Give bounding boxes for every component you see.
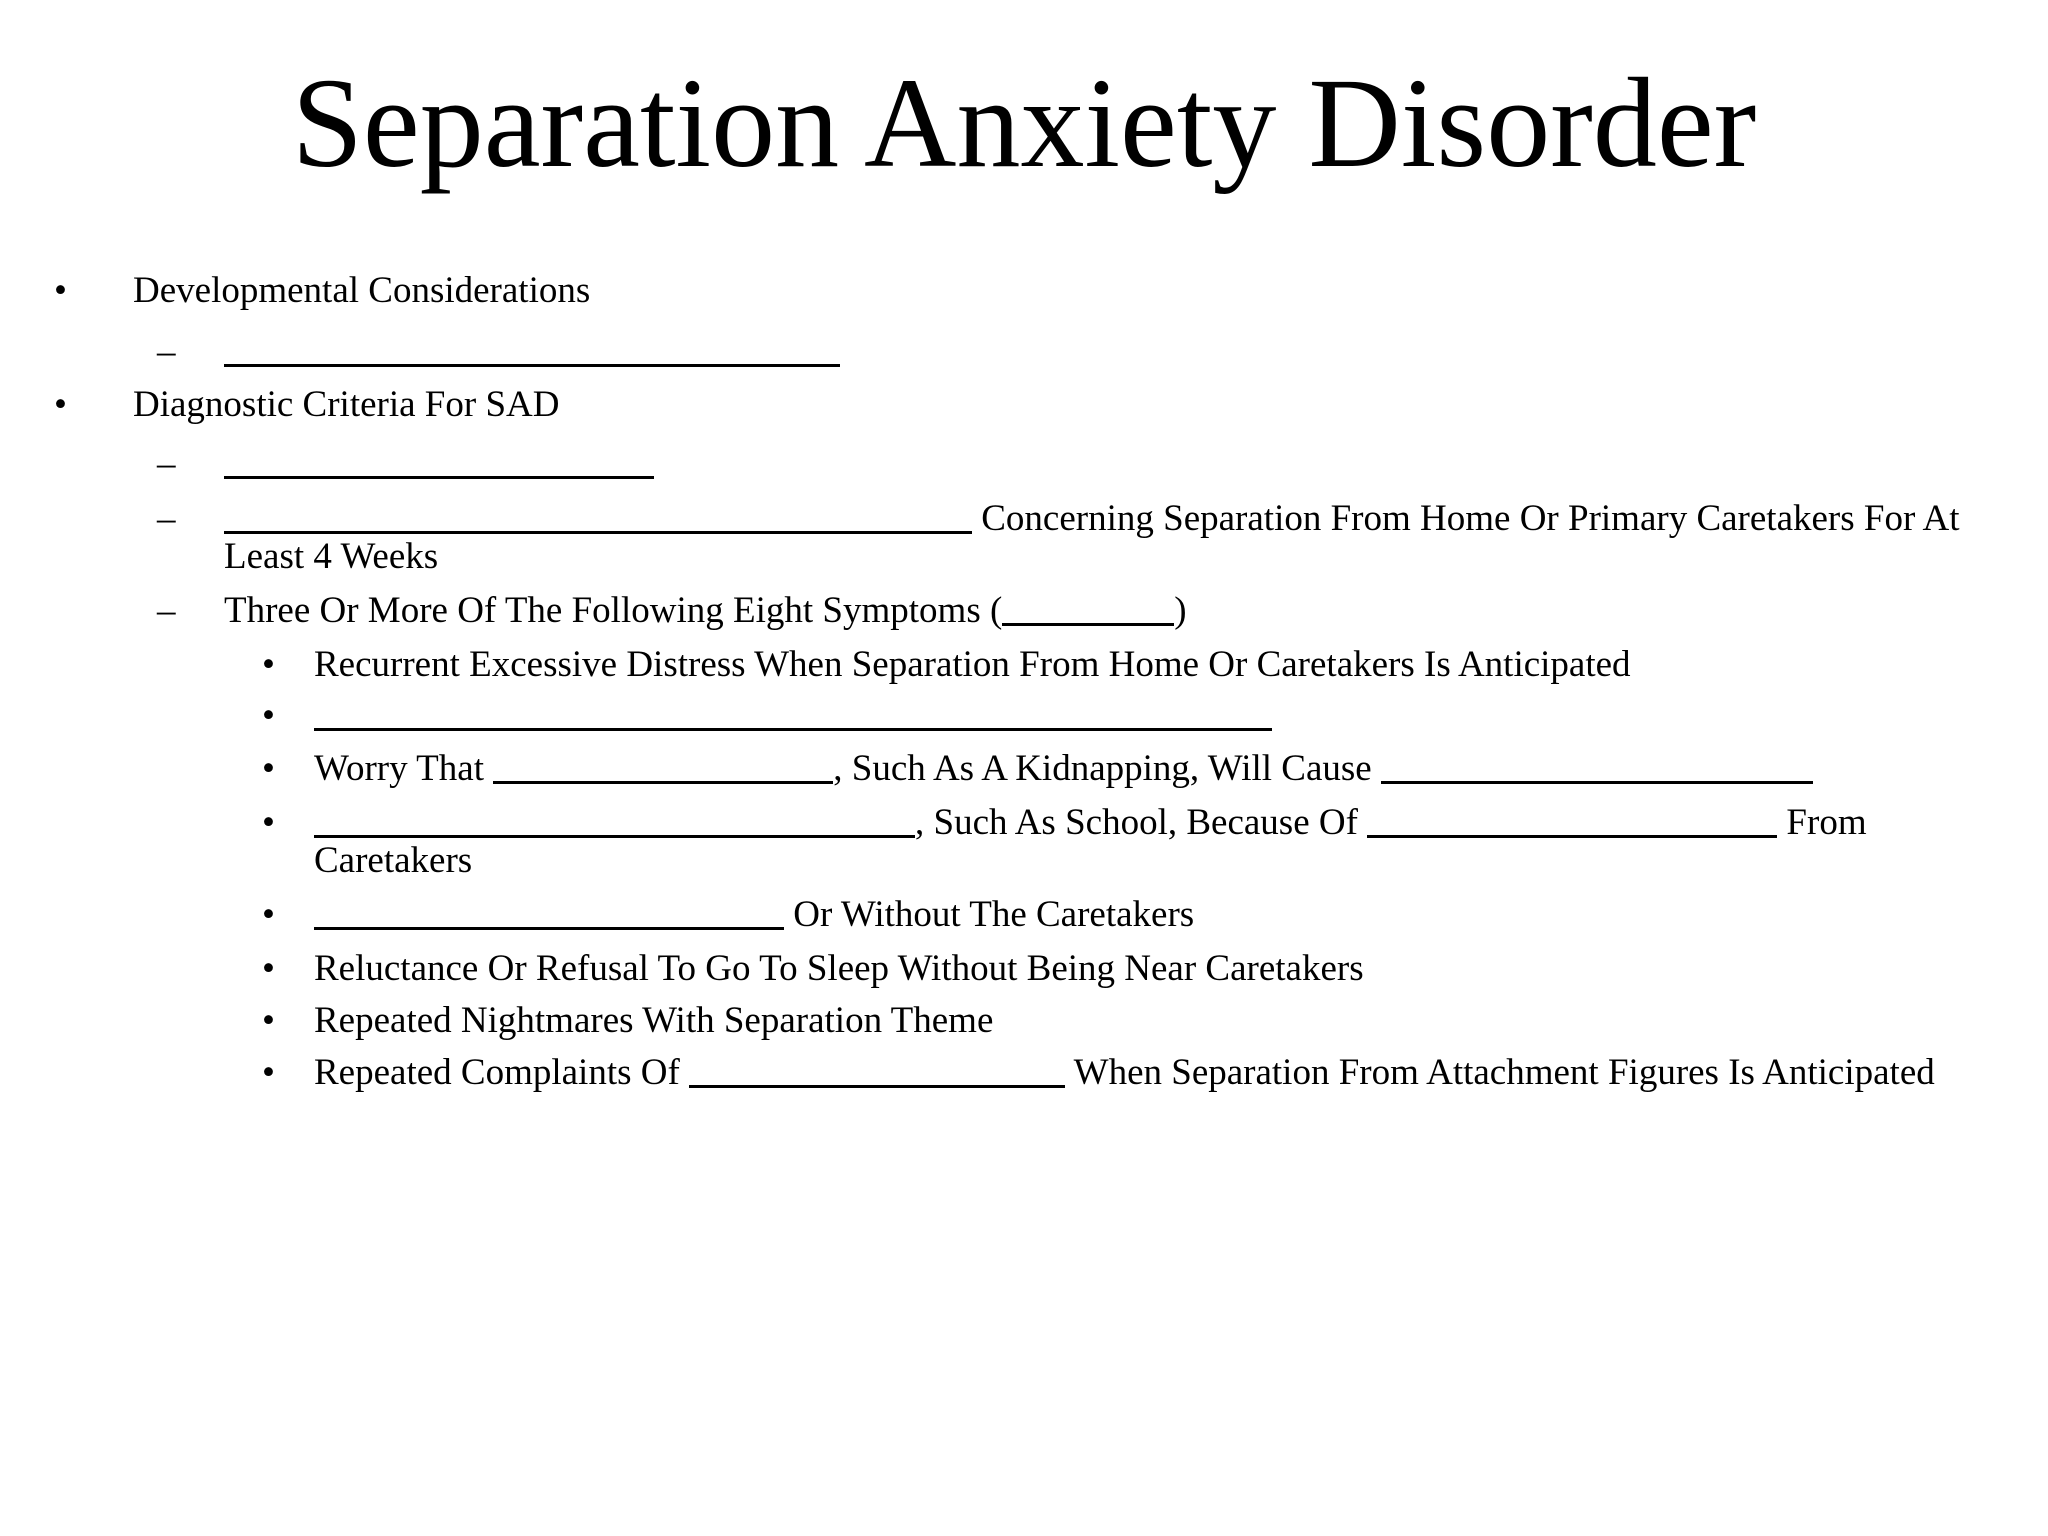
symptom-3 — [314, 750, 1813, 788]
symptom-2 — [314, 697, 1272, 735]
diagnostic-blank-item — [224, 445, 654, 483]
fill-in-blank — [1381, 751, 1813, 784]
bullet-icon: • — [262, 644, 275, 685]
three-or-more-text: Three Or More Of The Following Eight Symptoms ( — [224, 590, 1003, 631]
bullet-icon: • — [54, 270, 67, 311]
fill-in-blank — [493, 751, 833, 784]
symptom-5 — [314, 896, 1194, 934]
fill-in-blank — [224, 501, 972, 534]
bullet-icon: • — [54, 384, 67, 425]
bullet-icon: • — [262, 894, 275, 935]
symptom-8-text-b: When Separation From Attachment Figures Is Anticipated — [1065, 1052, 1935, 1093]
concerning-separation-item — [224, 500, 1960, 538]
bullet-icon: • — [262, 1000, 275, 1041]
symptom-6: Reluctance Or Refusal To Go To Sleep Without Being Near Caretakers — [314, 948, 1364, 989]
concerning-separation-text: Concerning Separation From Home Or Primary Caretakers For At — [972, 498, 1960, 539]
symptom-4-text-a: , Such As School, Because Of — [915, 802, 1368, 843]
diagnostic-criteria: Diagnostic Criteria For SAD — [133, 384, 560, 425]
bullet-icon: • — [262, 748, 275, 789]
three-or-more-item — [224, 592, 1187, 630]
fill-in-blank — [1367, 805, 1777, 838]
bullet-icon: • — [262, 695, 275, 736]
fill-in-blank — [224, 334, 840, 367]
fill-in-blank — [314, 698, 1272, 731]
dash-icon: – — [157, 498, 176, 539]
symptom-1: Recurrent Excessive Distress When Separation From Home Or Caretakers Is Anticipated — [314, 644, 1631, 685]
symptom-8 — [314, 1054, 1935, 1092]
fill-in-blank — [1002, 593, 1174, 626]
symptom-8-text-a: Repeated Complaints Of — [314, 1052, 690, 1093]
developmental-blank-item — [224, 333, 840, 371]
symptom-7: Repeated Nightmares With Separation Theme — [314, 1000, 994, 1041]
symptom-5-text: Or Without The Caretakers — [784, 894, 1195, 935]
symptom-4 — [314, 804, 1867, 842]
dash-icon: – — [157, 443, 176, 484]
fill-in-blank — [314, 897, 784, 930]
slide-title: Separation Anxiety Disorder — [291, 52, 1757, 194]
concerning-separation-continuation: Least 4 Weeks — [224, 536, 439, 577]
symptom-3-text-a: Worry That — [314, 748, 494, 789]
fill-in-blank — [689, 1055, 1065, 1088]
developmental-considerations: Developmental Considerations — [133, 270, 591, 311]
bullet-icon: • — [262, 948, 275, 989]
bullet-icon: • — [262, 802, 275, 843]
closing-paren: ) — [1174, 590, 1187, 631]
symptom-4-continuation: Caretakers — [314, 840, 473, 881]
fill-in-blank — [224, 446, 654, 479]
symptom-4-text-b: From — [1777, 802, 1867, 843]
bullet-icon: • — [262, 1052, 275, 1093]
dash-icon: – — [157, 590, 176, 631]
fill-in-blank — [314, 805, 915, 838]
symptom-3-text-b: , Such As A Kidnapping, Will Cause — [833, 748, 1381, 789]
dash-icon: – — [157, 331, 176, 372]
